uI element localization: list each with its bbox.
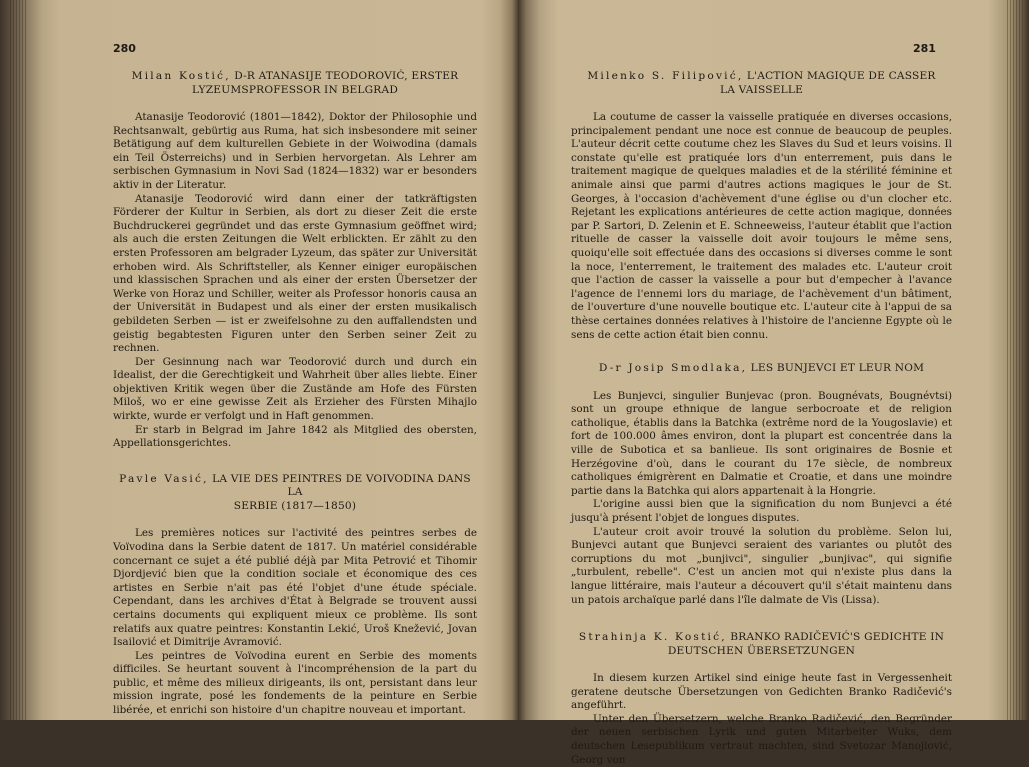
left-page — [0, 0, 518, 720]
article-author: D-r Josip Smodlaka, — [598, 362, 748, 375]
article-title-line: D-R ATANASIJE TEODOROVIĆ, ERSTER — [234, 70, 459, 82]
article-author: Pavle Vasić, — [119, 472, 209, 485]
paragraph: Der Gesinnung nach war Teodorović durch und durch ein Idealist, der die Gerechtigkeit und Wahrheit über alles liebte. Einer objektiven Kritik wegen über die Zustände am Hofe des Fürsten Miloš, wo er eine gewisse Zeit als Erzieher des Fürsten Mihajlo wirkte, wurde er verfolgt und in Haft genommen. — [113, 355, 477, 423]
paragraph: L'origine aussi bien que la signification du nom Bunjevci a été jusqu'à présent l'objet de longues disputes. — [571, 498, 952, 524]
article-title-line: SERBIE (1817—1850) — [233, 499, 357, 512]
paragraph: La coutume de casser la vaisselle pratiquée en diverses occasions, principalement pendant une noce est connue de beaucoup de peuples. L'auteur décrit cette coutume chez les Slaves du Sud et leurs voisins. Il constate qu'elle est pratiquée lors d'un enterrement, puis dans le traitement magique de quelques maladies et de la stérilité féminine et animale ainsi que parmi d'autres actions magiques le jour de St. Georges, à l'occasion d'achèvement d'une église ou d'un clocher etc. Rejetant les explications antérieures de cette action magique, données par P. Sartori, D. Zelenin et E. Schneeweiss, l'auteur établit que l'action rituelle de casser la vaisselle doit avoir toujours le même sens, quoiqu'elle soit effectuée dans des occasions si diverses comme le sont la noce, l'enterrement, le traitement des malades etc. L'auteur croit que l'action de casser la vaisselle a pour but d'empecher à l'avance l'agence de l'ennemi lors du mariage, de l'achèvement d'un bâtiment, de l'ouverture d'une nouvelle boutique etc. L'auteur cite à l'appui de sa thèse certaines données relatives à l'histoire de l'ancienne Egypte où le sens de cette action était bien connu. — [571, 111, 952, 341]
article-title-line: BRANKO RADIČEVIĆ'S GEDICHTE IN — [730, 631, 945, 644]
paragraph: Atanasije Teodorović (1801—1842), Doktor der Philosophie und Rechtsanwalt, gebürtig aus Ruma, hat sich insbesondere mit seiner Betätigung auf dem kulturellen Gebiete in der Woiwodina (damals ein Teil Österreichs) und in Serbien hervorgetan. Als Lehrer am serbischen Gymnasium in Novi Sad (1824—1832) war er besonders aktiv in der Literatur. — [113, 111, 477, 191]
text-column — [571, 70, 952, 767]
article-author: Milan Kostić, — [131, 70, 231, 82]
article-heading — [571, 631, 952, 658]
page-number: 280 — [113, 42, 136, 55]
right-page — [518, 0, 1029, 766]
article-title-line: LES BUNJEVCI ET LEUR NOM — [750, 362, 925, 375]
paragraph: Unter den Übersetzern, welche Branko Radičević, den Begründer der neuen serbischen Lyrik und guten Mitarbeiter Wuks, dem deutschen Lesepublikum vertraut machten, sind Svetozar Manojlović, Georg von — [571, 712, 952, 766]
paragraph: L'auteur croit avoir trouvé la solution du problème. Selon lui, Bunjevci autant que Bunjevci seraient des variantes ou plutôt des corruptions du mot „bunjivci", singulier „bunjivac", qui signifie „turbulent, rebelle". C'est un ancien mot qui n'existe plus dans la langue littéraire, mais l'auteur a découvert qu'il s'était maintenu dans un patois archaïque parlé dans l'île dalmate de Vis (Lissa). — [571, 525, 952, 606]
article-title-line: L'ACTION MAGIQUE DE CASSER — [746, 70, 936, 82]
text-column — [113, 70, 477, 718]
article-author: Strahinja K. Kostić, — [578, 631, 727, 644]
paragraph: Les premières notices sur l'activité des peintres serbes de Voïvodina dans la Serbie datent de 1817. Un matériel considérable concernant ce sujet a été publié déjà par Mita Petrović et Tihomir Djordjević bien que la condition sociale et économique des ces artistes en Serbie n'ait pas été l'objet d'une étude spéciale. Cependant, dans les archives d'État à Belgrade se trouvent aussi certains documents qui expliquent mieux ce problème. Ils sont relatifs aux quatre peintres: Konstantin Lekić, Uroš Knežević, Jovan Isailović et Dimitrije Avramović. — [113, 527, 477, 649]
article-author: Milenko S. Filipović, — [587, 70, 744, 82]
article-title-line: DEUTSCHEN ÜBERSETZUNGEN — [667, 644, 856, 657]
article-title-line: LA VIE DES PEINTRES DE VOIVODINA DANS LA — [212, 472, 471, 499]
page-edge — [1007, 0, 1023, 720]
paragraph: Les Bunjevci, singulier Bunjevac (pron. Bougnévats, Bougnévtsi) sont un groupe ethnique de langue serbocroate et de religion catholique, établis dans la Batchka (extrême nord de la Yougoslavie) et fort de 100.000 âmes environ, dont la plupart est concentrée dans la ville de Subotica et sa banlieue. Ils sont originaires de Bosnie et Herzégovine d'où, dans le courant du 17e siècle, de nombreux catholiques émigrèrent en Dalmatie et Croatie, et dans une moindre partie dans la Batchka qui alors appartenait à la Hongrie. — [571, 389, 952, 497]
article-heading — [113, 70, 477, 97]
page-number: 281 — [913, 42, 936, 55]
article-title-line: LYZEUMSPROFESSOR IN BELGRAD — [191, 83, 399, 96]
paragraph: Atanasije Teodorović wird dann einer der tatkräftigsten Förderer der Kultur in Serbien, als dort zu dieser Zeit die erste Buchdruckerei gegründet und das erste Gymnasium geöffnet wird; als auch die ersten Zeitungen die Welt erblickten. Er zählt zu den ersten Professoren am belgrader Lyzeum, das später zur Universität erhoben wird. Als Schriftsteller, als Kenner einiger europäischen und klassischen Sprachen und als einer der ersten Übersetzer der Werke von Horaz und Schiller, weiter als Professor honoris causa an der Universität in Budapest und als einer der ersten musikalisch gebildeten Serben — ist er zweifelsohne zu den auffallendsten und geistig begabtesten Figuren unter den Serben seiner Zeit zu rechnen. — [113, 192, 477, 355]
paragraph: Les peintres de Voïvodina eurent en Serbie des moments difficiles. Se heurtant souvent à l'incompréhension de la part du public, et même des milieux dirigeants, ils ont, persistant dans leur mission ingrate, posé les fondements de la peinture en Serbie libérée, et enrichi son histoire d'un chapitre nouveau et important. — [113, 649, 477, 717]
article-title-line: LA VAISSELLE — [719, 83, 804, 96]
page-edge — [10, 0, 26, 720]
paragraph: In diesem kurzen Artikel sind einige heute fast in Vergessenheit geratene deutsche Übersetzungen von Gedichten Branko Radičević's angeführt. — [571, 672, 952, 712]
article-heading — [571, 70, 952, 97]
article-heading — [113, 473, 477, 514]
paragraph: Er starb in Belgrad im Jahre 1842 als Mitglied des obersten, Appellationsgerichtes. — [113, 423, 477, 450]
article-heading — [571, 362, 952, 376]
